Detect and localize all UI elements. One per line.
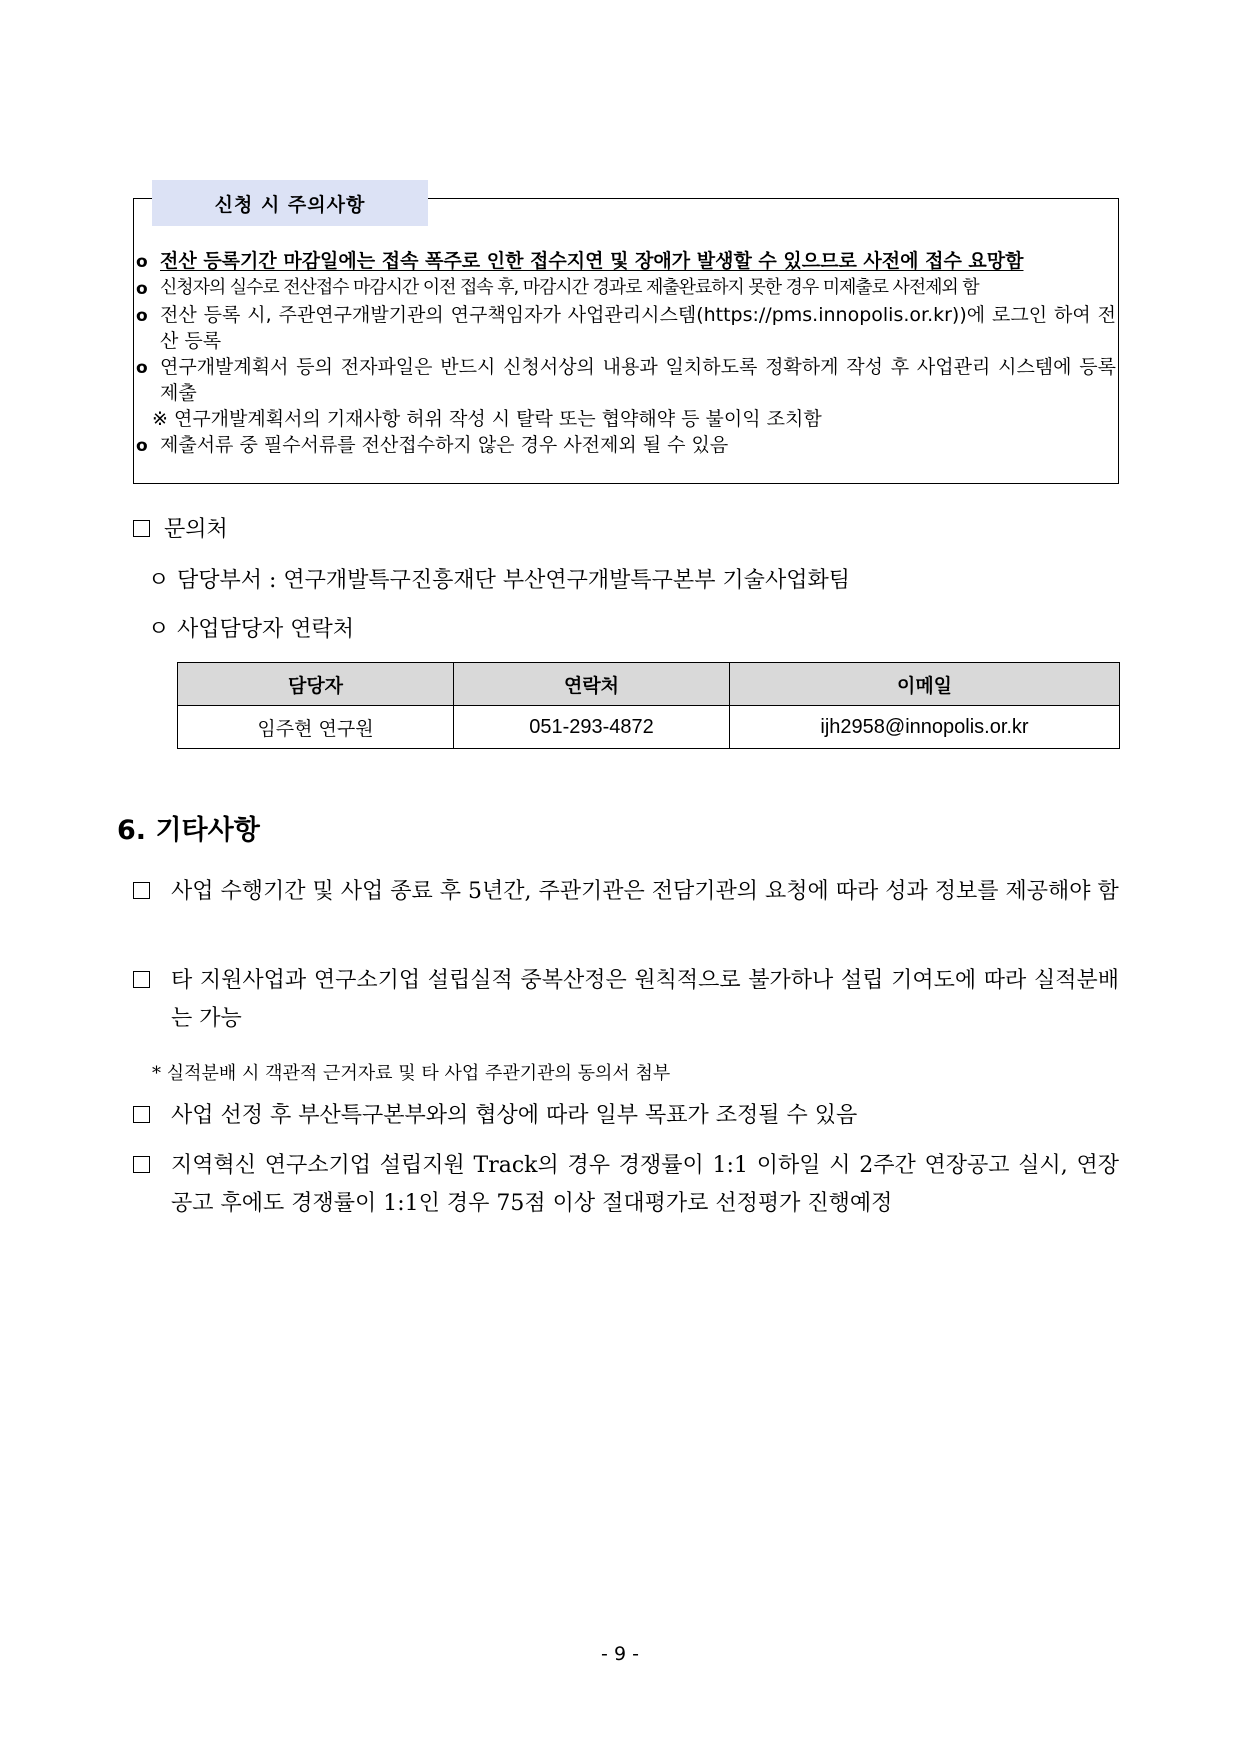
section-note: * 실적분배 시 객관적 근거자료 및 타 사업 주관기관의 동의서 첨부 bbox=[152, 1063, 671, 1084]
list-item: 타 지원사업과 연구소기업 설립실적 중복산정은 원칙적으로 불가하나 설립 기여도에 따라 실적분배는 가능 bbox=[133, 962, 1119, 1038]
checkbox-square-icon bbox=[133, 882, 150, 899]
table-cell: 임주현 연구원 bbox=[178, 706, 454, 749]
checkbox-square-icon bbox=[133, 971, 150, 988]
list-item: 지역혁신 연구소기업 설립지원 Track의 경우 경쟁률이 1:1 이하일 시 2주간 연장공고 실시, 연장공고 후에도 경쟁률이 1:1인 경우 75점 이상 절대평가로 선정평가 진행예정 bbox=[133, 1147, 1119, 1223]
notice-item: o 제출서류 중 필수서류를 전산접수하지 않은 경우 사전제외 될 수 있음 bbox=[136, 432, 1116, 459]
notice-list bbox=[136, 248, 1116, 459]
list-item: 사업 수행기간 및 사업 종료 후 5년간, 주관기관은 전담기관의 요청에 따라 성과 정보를 제공해야 함 bbox=[133, 873, 1119, 911]
contact-department: ㅇ 담당부서 : 연구개발특구진흥재단 부산연구개발특구본부 기술사업화팀 bbox=[148, 563, 850, 594]
column-header: 담당자 bbox=[178, 663, 454, 706]
list-item: 사업 선정 후 부산특구본부와의 협상에 따라 일부 목표가 조정될 수 있음 bbox=[133, 1097, 1119, 1135]
notice-item: o 연구개발계획서 등의 전자파일은 반드시 신청서상의 내용과 일치하도록 정확하게 작성 후 사업관리 시스템에 등록 제출 bbox=[136, 356, 1116, 404]
notice-item: o 전산 등록기간 마감일에는 접속 폭주로 인한 접수지연 및 장애가 발생할 수 있으므로 사전에 접수 요망함 bbox=[136, 248, 1116, 275]
checkbox-square-icon bbox=[133, 1156, 150, 1173]
table-header-row bbox=[178, 663, 1120, 706]
notice-title: 신청 시 주의사항 bbox=[152, 180, 428, 226]
table-cell: 051-293-4872 bbox=[454, 706, 730, 749]
contact-table bbox=[177, 662, 1120, 749]
bullet-o-icon: o bbox=[136, 279, 148, 299]
contact-heading: 문의처 bbox=[133, 512, 228, 543]
bullet-o-icon: o bbox=[136, 358, 148, 378]
section-title: 6. 기타사항 bbox=[117, 815, 260, 846]
bullet-o-icon: o bbox=[136, 436, 148, 456]
table-row bbox=[178, 706, 1120, 749]
checkbox-square-icon bbox=[133, 1106, 150, 1123]
column-header: 이메일 bbox=[730, 663, 1120, 706]
column-header: 연락처 bbox=[454, 663, 730, 706]
bullet-o-icon: o bbox=[136, 252, 148, 272]
circle-bullet-icon: ㅇ bbox=[148, 568, 170, 593]
circle-bullet-icon: ㅇ bbox=[148, 617, 170, 642]
contact-person-heading: ㅇ 사업담당자 연락처 bbox=[148, 612, 354, 643]
bullet-o-icon: o bbox=[136, 306, 148, 326]
page-number: - 9 - bbox=[601, 1643, 639, 1665]
table-cell: ijh2958@innopolis.or.kr bbox=[730, 706, 1120, 749]
notice-item: o 신청자의 실수로 전산접수 마감시간 이전 접속 후, 마감시간 경과로 제출완료하지 못한 경우 미제출로 사전제외 함 bbox=[136, 275, 1116, 302]
notice-note: ※ 연구개발계획서의 기재사항 허위 작성 시 탈락 또는 협약해약 등 불이익 조치함 bbox=[152, 408, 822, 430]
checkbox-square-icon bbox=[133, 520, 150, 537]
notice-item: o 전산 등록 시, 주관연구개발기관의 연구책임자가 사업관리시스템(https://pms.innopolis.or.kr))에 로그인 하여 전산 등록 bbox=[136, 304, 1116, 352]
